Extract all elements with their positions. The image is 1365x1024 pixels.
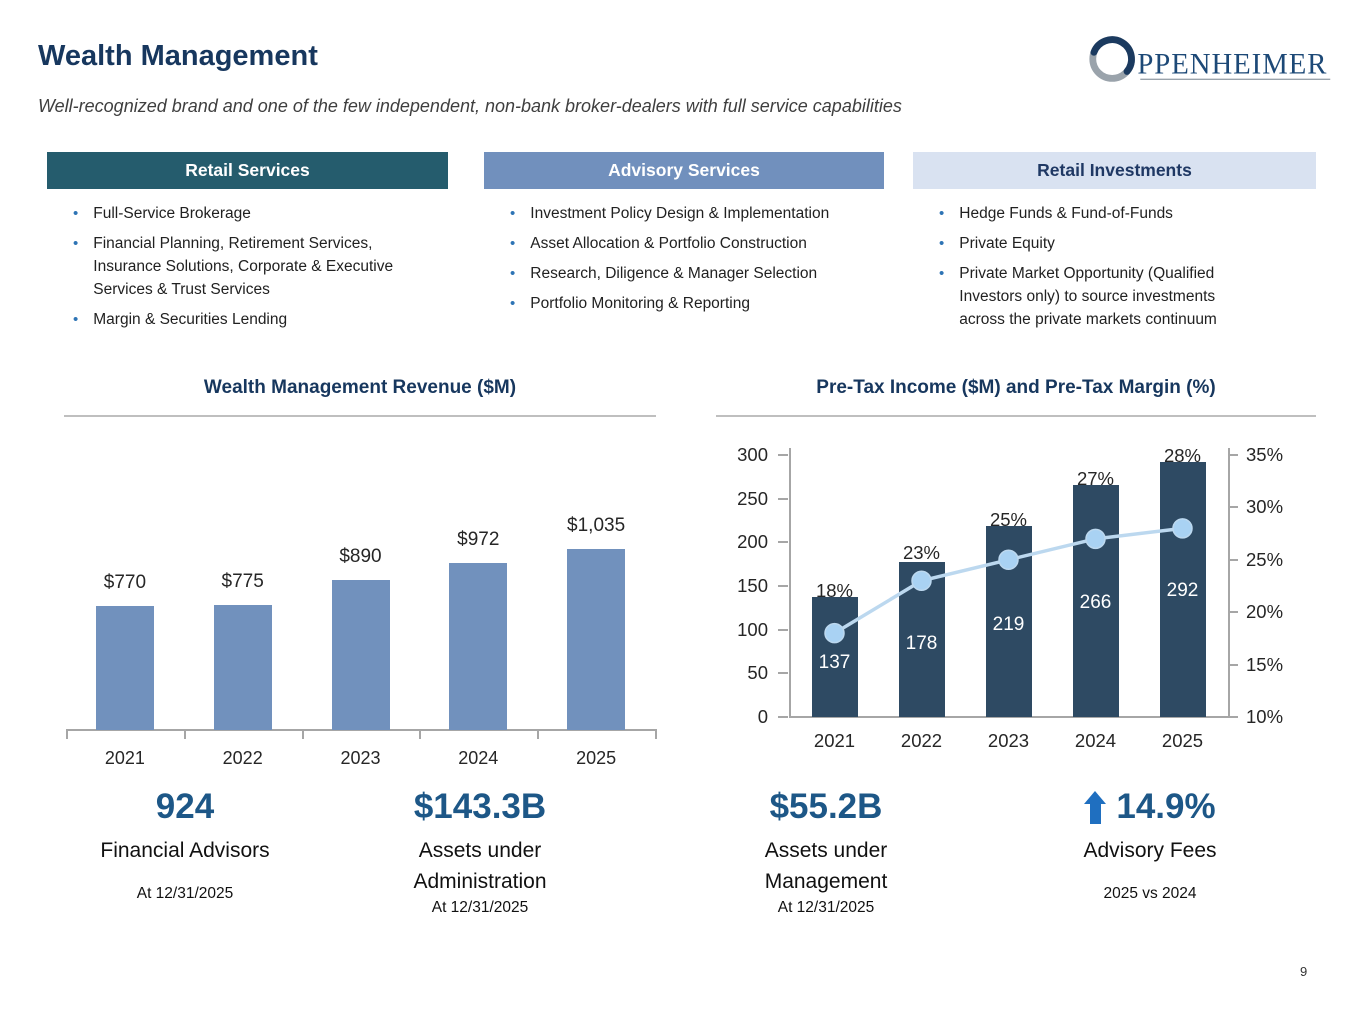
revenue-x-axis-tick [184, 729, 186, 739]
pretax-margin-label: 25% [989, 508, 1028, 530]
bullet-dot-icon: • [510, 295, 516, 312]
pretax-right-axis-label: 30% [1246, 496, 1284, 518]
revenue-bar-value-label: $775 [221, 570, 264, 592]
pretax-left-axis-label: 150 [737, 575, 768, 596]
pretax-bar-value-label: 219 [992, 613, 1025, 635]
revenue-x-axis-tick [302, 729, 304, 739]
stat-value-text: $143.3B [413, 787, 547, 826]
revenue-x-axis-label: 2025 [576, 748, 617, 768]
stat-value [60, 785, 310, 829]
margin-line-marker [1086, 529, 1105, 548]
revenue-x-axis-label: 2024 [458, 748, 499, 768]
stat-label: Assets under Management [764, 839, 888, 893]
pretax-right-axis-label: 25% [1246, 548, 1284, 570]
bullet-text: Margin & Securities Lending [93, 311, 288, 328]
bullet-text: Research, Diligence & Manager Selection [530, 265, 818, 282]
bullet-dot-icon: • [939, 235, 945, 252]
margin-line-marker [999, 550, 1018, 569]
bullet-dot-icon: • [73, 235, 79, 252]
stat-financial-advisors [60, 785, 310, 903]
revenue-bar [214, 605, 272, 730]
pretax-bar-value-label: 292 [1166, 579, 1199, 601]
stat-value [1025, 785, 1275, 829]
revenue-x-axis-tick [66, 729, 68, 739]
bullet-text: Private Equity [959, 235, 1055, 252]
stat-value-text: 924 [155, 787, 215, 826]
pretax-bar-value-label: 178 [905, 632, 938, 654]
column-header-advisory-services: Advisory Services [484, 152, 884, 189]
pretax-left-axis-label: 0 [757, 706, 768, 727]
bullet-text: Investment Policy Design & Implementation [530, 205, 830, 222]
page-number: 9 [1300, 964, 1308, 979]
revenue-bar [449, 563, 507, 730]
bullet-dot-icon: • [939, 265, 945, 282]
margin-line-marker [825, 624, 844, 643]
pretax-left-axis-label: 250 [737, 487, 768, 509]
pretax-right-axis-label: 10% [1246, 706, 1284, 727]
pretax-right-axis-label: 15% [1246, 653, 1284, 675]
pretax-left-axis-label: 300 [737, 444, 768, 465]
stat-advisory-fees [1025, 785, 1275, 903]
pretax-left-axis-label: 50 [747, 662, 768, 684]
pretax-x-axis-label: 2021 [813, 730, 856, 751]
revenue-x-axis-tick [655, 729, 657, 739]
bullet-dot-icon: • [939, 205, 945, 222]
stat-sub: At 12/31/2025 [136, 885, 234, 902]
page-subtitle: Well-recognized brand and one of the few independent, non-bank broker-dealers with full service capabilities [38, 96, 902, 116]
margin-line-marker [912, 571, 931, 590]
stat-label: Assets under Administration [413, 839, 547, 893]
revenue-bar [567, 549, 625, 730]
bullet-dot-icon: • [510, 205, 516, 222]
pretax-chart-title: Pre-Tax Income ($M) and Pre-Tax Margin (%) [816, 377, 1216, 398]
pretax-right-axis-label: 20% [1246, 601, 1284, 623]
bullet-text: Full-Service Brokerage [93, 205, 251, 222]
stat-assets-under-management [701, 785, 951, 917]
page-title: Wealth Management [38, 40, 318, 72]
revenue-chart-title: Wealth Management Revenue ($M) [203, 377, 517, 398]
stat-value [701, 785, 951, 829]
revenue-x-axis-label: 2022 [222, 748, 263, 768]
revenue-x-axis-label: 2023 [340, 748, 381, 768]
pretax-x-axis-label: 2024 [1074, 730, 1117, 751]
pretax-margin-label: 27% [1076, 467, 1115, 489]
pretax-x-axis-label: 2023 [987, 730, 1030, 751]
stat-value-text: 14.9% [1116, 787, 1216, 826]
stat-sub: 2025 vs 2024 [1103, 885, 1197, 902]
stat-assets-under-administration [355, 785, 605, 917]
bullet-text: Private Market Opportunity (Qualified Investors only) to source investments across the private markets continuum [959, 265, 1217, 328]
bullet-dot-icon: • [510, 265, 516, 282]
pretax-x-axis-label: 2025 [1161, 730, 1204, 751]
pretax-left-axis-label: 100 [737, 618, 768, 640]
revenue-x-axis-tick [537, 729, 539, 739]
pretax-bar-value-label: 266 [1079, 591, 1112, 613]
bullet-dot-icon: • [73, 311, 79, 328]
stat-sub: At 12/31/2025 [431, 899, 529, 916]
bullet-dot-icon: • [510, 235, 516, 252]
bullet-text: Portfolio Monitoring & Reporting [530, 295, 750, 312]
stat-label: Advisory Fees [1083, 839, 1217, 862]
bullet-text: Financial Planning, Retirement Services, Insurance Solutions, Corporate & Executive Services & Trust Services [93, 235, 394, 298]
margin-line-marker [1173, 519, 1192, 538]
pretax-bar-value-label: 137 [818, 651, 851, 673]
column-header-retail-services: Retail Services [47, 152, 448, 189]
up-arrow-icon [1084, 791, 1106, 824]
pretax-x-axis-label: 2022 [900, 730, 943, 751]
revenue-bar [332, 580, 390, 730]
stat-value [355, 785, 605, 829]
revenue-bar-value-label: $972 [457, 528, 500, 550]
bullet-text: Asset Allocation & Portfolio Construction [530, 235, 807, 252]
stat-value-text: $55.2B [769, 787, 883, 826]
pretax-margin-label: 28% [1163, 444, 1202, 466]
revenue-bar [96, 606, 154, 730]
bullet-text: Hedge Funds & Fund-of-Funds [959, 205, 1173, 222]
pretax-margin-label: 23% [902, 541, 941, 563]
stat-sub: At 12/31/2025 [777, 899, 875, 916]
pretax-left-axis-label: 200 [737, 531, 768, 553]
stat-label: Financial Advisors [100, 839, 270, 862]
revenue-bar-value-label: $1,035 [567, 515, 626, 537]
revenue-x-axis-label: 2021 [104, 748, 145, 768]
pretax-right-axis-label: 35% [1246, 444, 1284, 465]
column-header-retail-investments: Retail Investments [913, 152, 1316, 189]
revenue-x-axis-tick [419, 729, 421, 739]
bullet-dot-icon: • [73, 205, 79, 222]
revenue-bar-value-label: $890 [339, 546, 382, 568]
pretax-margin-label: 18% [815, 580, 854, 602]
revenue-bar-value-label: $770 [103, 571, 147, 593]
logo-text: PPENHEIMER [1137, 48, 1328, 81]
